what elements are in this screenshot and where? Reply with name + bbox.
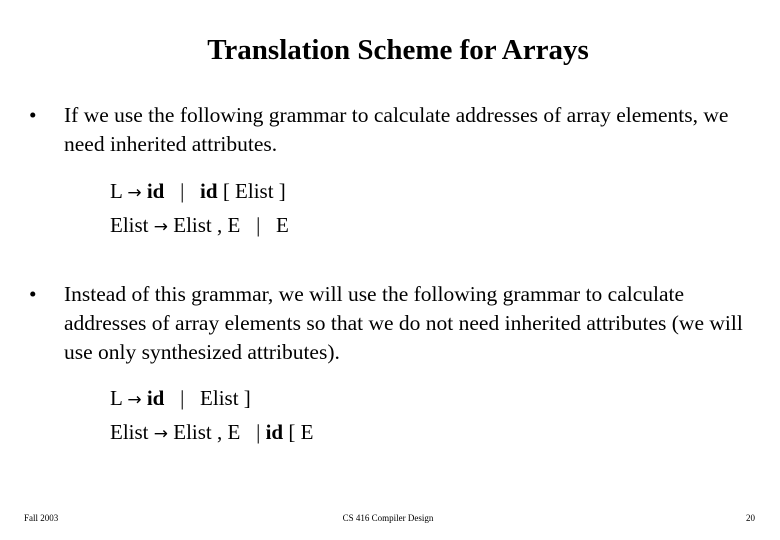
rule-separator: | — [180, 179, 185, 203]
grammar2-rule2 — [110, 415, 313, 451]
footer-course: CS 416 Compiler Design — [342, 513, 434, 523]
rule-id: id — [200, 179, 218, 203]
rule-lhs: L — [110, 179, 123, 203]
rule-id: id — [265, 420, 284, 444]
arrow-icon: → — [127, 183, 142, 203]
rule-rest: Elist , E | — [173, 420, 261, 444]
arrow-icon: → — [153, 424, 169, 444]
grammar1-rule2 — [110, 208, 289, 244]
bullet-icon: • — [29, 282, 37, 306]
slide-title: Translation Scheme for Arrays — [207, 34, 589, 66]
bullet-item-1 — [29, 101, 769, 159]
rule-lhs: L — [110, 386, 123, 410]
rule-lhs: Elist — [110, 213, 149, 237]
bullet-text-1: If we use the following grammar to calculate addresses of array elements, we need inherited attributes. — [64, 103, 729, 156]
rule-lhs: Elist — [110, 420, 149, 444]
bullet-item-2 — [29, 280, 769, 367]
footer-date: Fall 2003 — [24, 513, 59, 523]
bullet-icon: • — [29, 103, 37, 127]
rule-id: id — [146, 179, 165, 203]
grammar1-rule1 — [110, 174, 286, 210]
arrow-icon: → — [127, 390, 142, 410]
footer-page-number: 20 — [746, 513, 755, 523]
rule-rest: [ Elist ] — [222, 179, 286, 203]
grammar2-rule1 — [110, 381, 251, 417]
rule-id: id — [146, 386, 165, 410]
rule-rest: | Elist ] — [180, 386, 251, 410]
bullet-text-2: Instead of this grammar, we will use the following grammar to calculate addresses of array elements so that we do not need inherited attributes (we will use only synthesized attributes). — [64, 282, 743, 364]
rule-rest: Elist , E | E — [173, 213, 289, 237]
rule-rest: [ E — [288, 420, 314, 444]
arrow-icon: → — [153, 217, 169, 237]
